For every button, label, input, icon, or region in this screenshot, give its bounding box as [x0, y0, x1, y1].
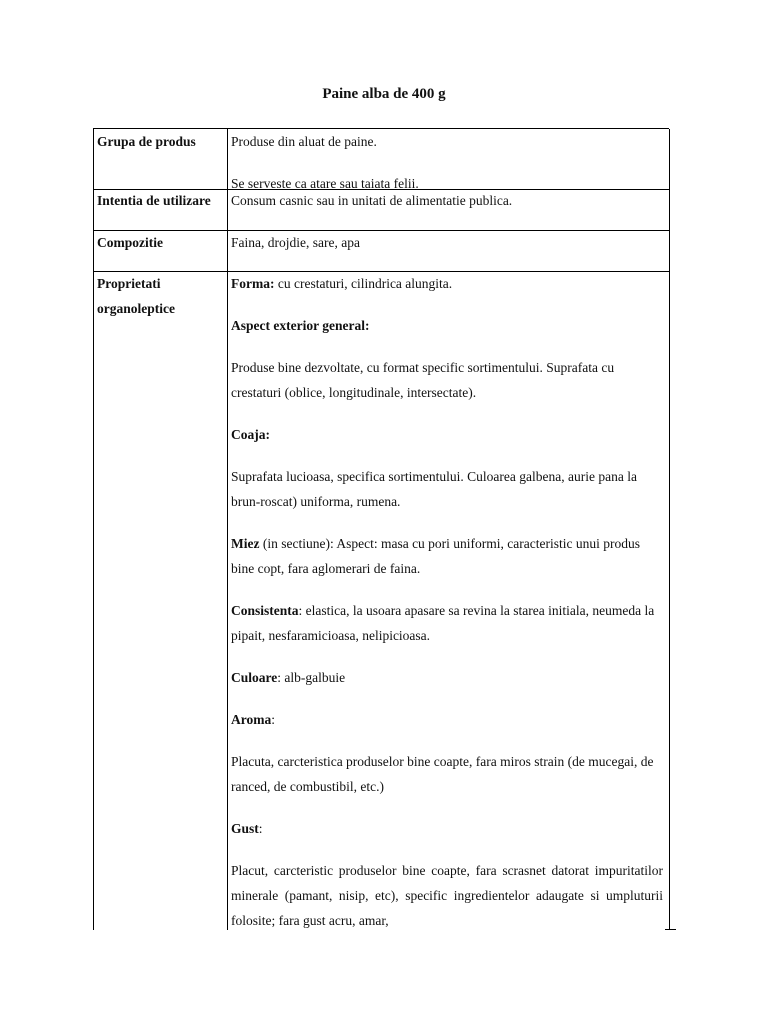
aspect-heading: Aspect exterior general:	[231, 318, 370, 333]
row-label: Compozitie	[97, 235, 163, 250]
value-line: Se serveste ca atare sau taiata felii.	[231, 176, 419, 191]
value-line: Produse din aluat de paine.	[231, 134, 377, 149]
table-row	[93, 188, 669, 231]
gust-text: Placut, carcteristic produselor bine coapte, fara scrasnet datorat impuritatilor minerale (pamant, nisip, etc), specific ingredientelor adaugate si umpluturii folosite; fara gust acru, amar,	[231, 863, 663, 928]
aroma-text: Placuta, carcteristica produselor bine coapte, fara miros strain (de mucegai, de ranced, de combustibil, etc.)	[231, 754, 654, 794]
gust-heading: Gust:	[231, 821, 263, 836]
table-row	[93, 230, 669, 272]
aroma-heading: Aroma:	[231, 712, 276, 727]
forma-line: Forma: cu crestaturi, cilindrica alungita.	[231, 276, 453, 291]
product-spec-table	[93, 128, 671, 930]
value-line: Faina, drojdie, sare, apa	[231, 235, 360, 250]
consistenta-paragraph: Consistenta: elastica, la usoara apasare sa revina la starea initiala, neumeda la pipait, nesfaramicioasa, nelipicioasa.	[231, 603, 655, 643]
row-value	[231, 188, 663, 213]
row-label: Proprietati organoleptice	[97, 276, 175, 316]
row-label: Grupa de produs	[97, 134, 196, 149]
table-row	[93, 271, 669, 930]
row-value	[231, 230, 663, 255]
aspect-text: Produse bine dezvoltate, cu format specific sortimentului. Suprafata cu crestaturi (oblice, longitudinale, intersectate).	[231, 360, 615, 400]
row-label: Intentia de utilizare	[97, 193, 211, 208]
coaja-heading: Coaja:	[231, 427, 270, 442]
miez-paragraph: Miez (in sectiune): Aspect: masa cu pori uniformi, caracteristic unui produs bine copt, fara aglomerari de faina.	[231, 536, 640, 576]
table-corner-mark	[665, 929, 676, 930]
value-line: Consum casnic sau in unitati de alimentatie publica.	[231, 193, 513, 208]
row-value	[231, 271, 663, 930]
page-title: Paine alba de 400 g	[322, 86, 446, 102]
culoare-line: Culoare: alb-galbuie	[231, 670, 346, 685]
row-value	[231, 129, 663, 196]
table-row	[93, 128, 669, 190]
coaja-text: Suprafata lucioasa, specifica sortimentului. Culoarea galbena, aurie pana la brun-roscat) uniforma, rumena.	[231, 469, 637, 509]
